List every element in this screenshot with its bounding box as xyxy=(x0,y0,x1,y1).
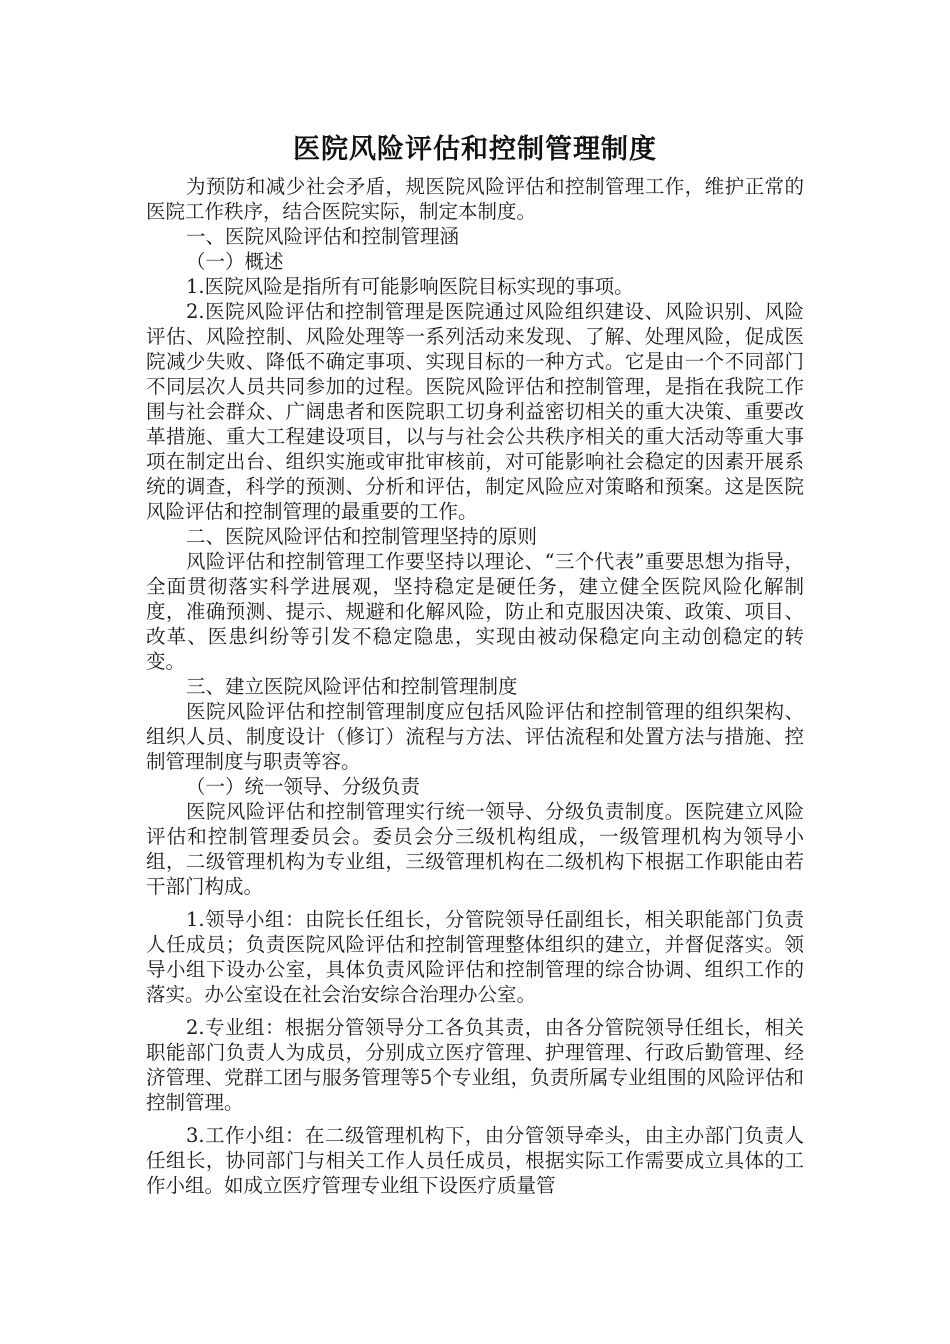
paragraph-system-content: 医院风险评估和控制管理制度应包括风险评估和控制管理的组织架构、组织人员、制度设计（修订）流程与方法、评估流程和处置方法与措施、控制管理制度与职责等容。 xyxy=(146,700,804,773)
paragraph-principles: 风险评估和控制管理工作要坚持以理论、“三个代表”重要思想为指导，全面贯彻落实科学进展观，坚持稳定是硬任务，建立健全医院风险化解制度，准确预测、提示、规避和化解风险，防止和克服因决策、政策、项目、改革、医患纠纷等引发不稳定隐患，实现由被动保稳定向主动创稳定的转变。 xyxy=(146,550,804,673)
paragraph-working-group: 3.工作小组：在二级管理机构下，由分管领导牵头，由主办部门负责人任组长，协同部门与相关工作人员任成员，根据实际工作需要成立具体的工作小组。如成立医疗管理专业组下设医疗质量管 xyxy=(146,1124,804,1197)
paragraph-committee: 医院风险评估和控制管理实行统一领导、分级负责制度。医院建立风险评估和控制管理委员会。委员会分三级机构组成，一级管理机构为领导小组，二级管理机构为专业组，三级管理机构在二级机构下根据工作职能由若干部门构成。 xyxy=(146,800,804,898)
paragraph-item-1: 1.医院风险是指所有可能影响医院目标实现的事项。 xyxy=(186,275,634,298)
heading-overview: （一）概述 xyxy=(186,250,284,273)
paragraph-leadership-group: 1.领导小组：由院长任组长，分管院领导任副组长，相关职能部门负责人任成员；负责医院风险评估和控制管理整体组织的建立，并督促落实。领导小组下设办公室，具体负责风险评估和控制管理的综合协调、组织工作的落实。办公室设在社会治安综合治理办公室。 xyxy=(146,908,804,1006)
heading-section-3: 三、建立医院风险评估和控制管理制度 xyxy=(186,675,518,698)
heading-section-2: 二、医院风险评估和控制管理坚持的原则 xyxy=(186,525,538,548)
heading-section-1: 一、医院风险评估和控制管理涵 xyxy=(186,225,460,248)
heading-unified-leadership: （一）统一领导、分级负责 xyxy=(186,775,421,798)
document-body xyxy=(146,174,804,1198)
paragraph-intro: 为预防和减少社会矛盾，规医院风险评估和控制管理工作，维护正常的医院工作秩序，结合医院实际，制定本制度。 xyxy=(146,175,804,223)
paragraph-professional-group: 2.专业组：根据分管领导分工各负其责，由各分管院领导任组长，相关职能部门负责人为成员，分别成立医疗管理、护理管理、行政后勤管理、经济管理、党群工团与服务管理等5个专业组，负责所属专业组围的风险评估和控制管理。 xyxy=(146,1016,804,1114)
paragraph-item-2: 2.医院风险评估和控制管理是医院通过风险组织建设、风险识别、风险评估、风险控制、风险处理等一系列活动来发现、了解、处理风险，促成医院减少失败、降低不确定事项、实现目标的一种方式。它是由一个不同部门不同层次人员共同参加的过程。医院风险评估和控制管理，是指在我院工作围与社会群众、广阔患者和医院职工切身利益密切相关的重大决策、重要改革措施、重大工程建设项目，以与与社会公共秩序相关的重大活动等重大事项在制定出台、组织实施或审批审核前，对可能影响社会稳定的因素开展系统的调查，科学的预测、分析和评估，制定风险应对策略和预案。这是医院风险评估和控制管理的最重要的工作。 xyxy=(146,300,804,523)
document-title: 医院风险评估和控制管理制度 xyxy=(293,134,657,165)
